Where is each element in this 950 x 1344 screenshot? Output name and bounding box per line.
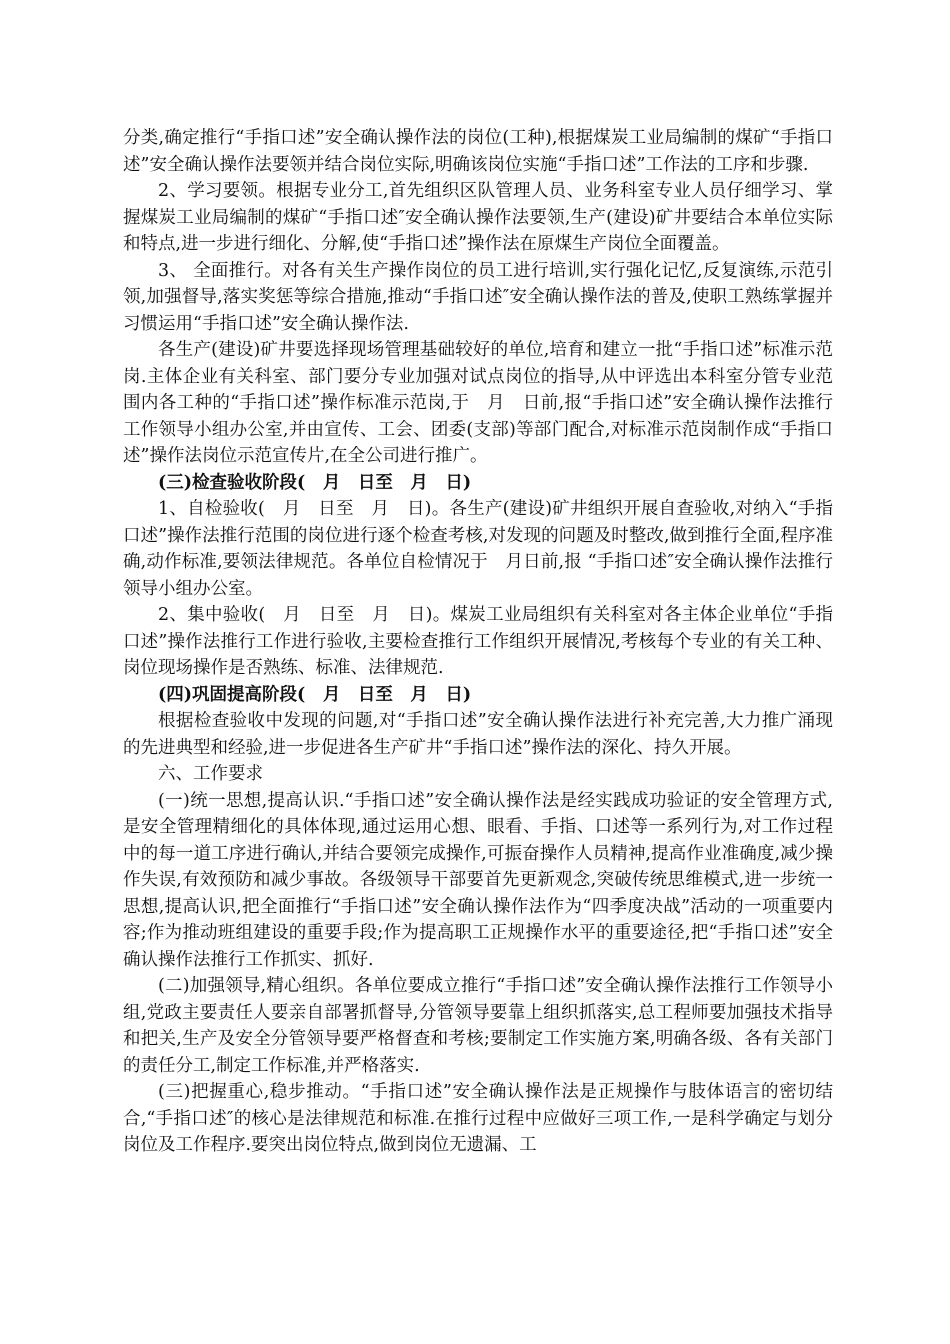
paragraph-unify-thinking: (一)统一思想,提高认识.“手指口述”安全确认操作法是经实践成功验证的安全管理方式,是安全管理精细化的具体体现,通过运用心想、眼看、手指、口述等一系列行为,对工作过程中的每一道工序进行确认,并结合要领完成操作,可振奋操作人员精神,提高作业准确度,减少操作失误,有效预防和减少事故。各级领导干部要首先更新观念,突破传统思维模式,进一步统一思想,提高认识,把全面推行“手指口述”安全确认操作法作为“四季度决战”活动的一项重要内容;作为推动班组建设的重要手段;作为提高职工正规操作水平的重要途径,把“手指口述”安全确认操作法推行工作抓实、抓好. bbox=[123, 790, 833, 970]
paragraph-consolidation: 根据检查验收中发现的问题,对“手指口述”安全确认操作法进行补充完善,大力推广涌现的先进典型和经验,进一步促进各生产矿井“手指口述”操作法的深化、持久开展。 bbox=[123, 711, 833, 758]
paragraph-self-inspection: 1、自检验收( 月 日至 月 日)。各生产(建设)矿井组织开展自查验收,对纳入“手指口述”操作法推行范围的岗位进行逐个检查考核,对发现的问题及时整改,做到推行全面,程序准确,动作标准,要领法律规范。各单位自检情况于 月日前,报 “手指口述″安全确认操作法推行领导小组办公室。 bbox=[123, 499, 833, 599]
paragraph-model-posts: 各生产(建设)矿井要选择现场管理基础较好的单位,培育和建立一批“手指口述”标准示范岗.主体企业有关科室、部门要分专业加强对试点岗位的指导,从中评选出本科室分管专业范围内各工种的“手指口述”操作标准示范岗,于 月 日前,报“手指口述”安全确认操作法推行工作领导小组办公室,并由宣传、工会、团委(支部)等部门配合,对标准示范岗制作成“手指口述”操作法岗位示范宣传片,在全公司进行推广。 bbox=[123, 340, 833, 466]
heading-inspection-acceptance-stage: (三)检查验收阶段( 月 日至 月 日) bbox=[158, 472, 472, 493]
paragraph-job-classification: 分类,确定推行“手指口述”安全确认操作法的岗位(工种),根据煤炭工业局编制的煤矿“手指口述”安全确认操作法要领并结合岗位实际,明确该岗位实施“手指口述”工作法的工序和步骤. bbox=[123, 128, 833, 175]
paragraph-centralized-acceptance: 2、集中验收( 月 日至 月 日)。煤炭工业局组织有关科室对各主体企业单位“手指口述”操作法推行工作进行验收,主要检查推行工作组织开展情况,考核每个专业的有关工种、岗位现场操作是否熟练、标准、法律规范. bbox=[123, 605, 833, 678]
paragraph-full-implementation: 3、 全面推行。对各有关生产操作岗位的员工进行培训,实行强化记忆,反复演练,示范引领,加强督导,落实奖惩等综合措施,推动“手指口述″安全确认操作法的普及,使职工熟练掌握并习惯运用“手指口述”安全确认操作法. bbox=[123, 260, 833, 334]
heading-consolidation-stage: (四)巩固提高阶段( 月 日至 月 日) bbox=[158, 684, 472, 705]
paragraph-strengthen-leadership: (二)加强领导,精心组织。各单位要成立推行“手指口述”安全确认操作法推行工作领导小组,党政主要责任人要亲自部署抓督导,分管领导要靠上组织抓落实,总工程师要加强技术指导和把关,生产及安全分管领导要严格督查和考核;要制定工作实施方案,明确各级、各有关部门的责任分工,制定工作标准,并严格落实. bbox=[123, 976, 833, 1076]
heading-work-requirements: 六、工作要求 bbox=[158, 764, 263, 784]
paragraph-study-essentials: 2、学习要领。根据专业分工,首先组织区队管理人员、业务科室专业人员仔细学习、掌握煤炭工业局编制的煤矿“手指口述″安全确认操作法要领,生产(建设)矿井要结合本单位实际和特点,进一步进行细化、分解,使“手指口述”操作法在原煤生产岗位全面覆盖。 bbox=[123, 181, 833, 254]
document-body bbox=[123, 125, 833, 1159]
paragraph-grasp-focus: (三)把握重心,稳步推动。“手指口述”安全确认操作法是正规操作与肢体语言的密切结合,“手指口述″的核心是法律规范和标准.在推行过程中应做好三项工作,一是科学确定与划分岗位及工作程序.要突出岗位特点,做到岗位无遗漏、工 bbox=[123, 1082, 833, 1155]
